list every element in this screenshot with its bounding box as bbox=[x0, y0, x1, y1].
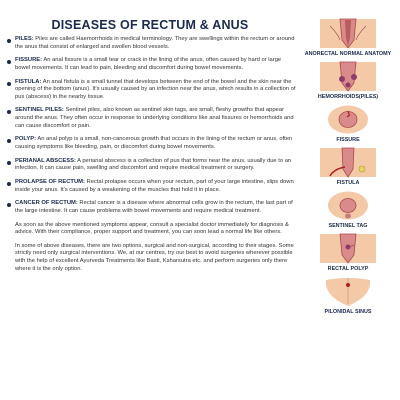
figure-caption: PILONIDAL SINUS bbox=[324, 309, 372, 315]
bullet-icon bbox=[7, 82, 11, 86]
term-label: FISSURE: bbox=[15, 57, 43, 64]
figure-caption: RECTAL POLYP bbox=[327, 266, 369, 272]
bullet-icon bbox=[7, 139, 11, 143]
sentinel-tag-illustration-icon bbox=[300, 190, 396, 221]
list-item-prolapse bbox=[7, 179, 297, 194]
list-item-perianal-abscess bbox=[7, 158, 297, 173]
term-description: Rectal prolapse occurs when your rectum, part of your large intestine, slips down inside your anus. It's caused by a weakening of the muscles that hold it in place. bbox=[15, 178, 294, 193]
bullet-icon bbox=[7, 60, 11, 64]
list-item-sentinel-piles bbox=[7, 107, 297, 130]
term-label: POLYP: bbox=[15, 136, 37, 143]
list-item-cancer bbox=[7, 200, 297, 215]
bullet-icon bbox=[7, 110, 11, 114]
list-item-fissure bbox=[7, 57, 297, 72]
figure-caption: ANORECTAL NORMAL ANATOMY bbox=[304, 51, 392, 57]
list-item-fistula bbox=[7, 79, 297, 102]
list-item-piles bbox=[7, 36, 297, 51]
term-label: PILES: bbox=[15, 36, 34, 42]
advice-paragraph: As soon as the above mentioned symptoms appear, consult a specialist doctor immediately for diagnosis & advice. With their compliance, proper support and treatment, you can soon lead a normal life like others. bbox=[15, 221, 289, 236]
hemorrhoids-illustration-icon bbox=[300, 61, 396, 92]
term-label: PERIANAL ABSCESS: bbox=[15, 157, 76, 164]
term-label: PROLAPSE OF RECTUM: bbox=[15, 178, 85, 185]
term-description: An anal polyp is a small, non-cancerous growth that occurs in the lining of the rectum or anus, often causing symptoms like bleeding, pain, or discomfort during bowel movements. bbox=[15, 136, 293, 151]
fistula-illustration-icon bbox=[300, 147, 396, 178]
term-description: An anal fissure is a small tear or crack in the lining of the anus, often caused by hard or large bowel movements. It can lead to pain, bleeding and discomfort during bowel movements. bbox=[15, 57, 282, 71]
figure-caption: SENTINEL TAG bbox=[328, 223, 368, 229]
figure-caption: FISTULA bbox=[336, 180, 360, 186]
bullet-icon bbox=[7, 182, 11, 186]
term-label: SENTINEL PILES: bbox=[15, 107, 64, 114]
term-description: An anal fistula is a small tunnel that develops between the end of the bowel and the skin near the opening of the bottom (anus). It's usually caused by an infection near the anus, which results in a collection of pus (abscess) in the nearby tissue. bbox=[15, 78, 296, 100]
bullet-icon bbox=[7, 39, 11, 43]
term-description: Piles are called Haemorrhoids in medical terminology. They are swellings within the rectum or around the anus that consist of enlarged and swollen blood vessels. bbox=[15, 36, 295, 50]
disease-list bbox=[7, 36, 297, 279]
bullet-icon bbox=[7, 161, 11, 165]
term-label: FISTULA: bbox=[15, 78, 42, 85]
term-description: A perianal abscess is a collection of pus that forms near the anus, usually due to an infection. It can cause pain, swelling and discomfort and require medical treatment or surgery. bbox=[15, 157, 292, 172]
bullet-icon bbox=[7, 203, 11, 207]
rectal-polyp-illustration-icon bbox=[300, 233, 396, 264]
fissure-illustration-icon bbox=[300, 104, 396, 135]
term-description: Rectal cancer is a disease where abnormal cells grow in the rectum, the last part of the large intestine. It can cause problems with bowel movements and require medical treatment. bbox=[15, 200, 293, 214]
pilonidal-sinus-illustration-icon bbox=[300, 276, 396, 307]
figure-caption: HEMORRHOIDS(PILES) bbox=[317, 94, 379, 100]
illustration-column bbox=[300, 18, 396, 319]
figure-caption: FISSURE bbox=[336, 137, 360, 143]
term-description: Sentinel piles, also known as sentinel skin tags, are small, fleshy growths that appear around the anus. They often occur in response to underlying conditions like anal fissures or hemorrhoids and can cause discomfort or pain. bbox=[15, 107, 294, 129]
treatment-paragraph: In some of above diseases, there are two options, surgical and non-surgical, according to their stages. Some strictly need only surgical interventions. We, at our centres, try our best to avoid surgeries wherever possible with the help of excellent Ayurveda Treatments like Basti, Ksharsutra etc. and perform surgeries only there where it is the only option. bbox=[15, 242, 294, 272]
page-title: DISEASES OF RECTUM & ANUS bbox=[51, 18, 249, 32]
anatomy-illustration-icon bbox=[300, 18, 396, 49]
term-label: CANCER OF RECTUM: bbox=[15, 200, 78, 207]
list-item-polyp bbox=[7, 136, 297, 151]
